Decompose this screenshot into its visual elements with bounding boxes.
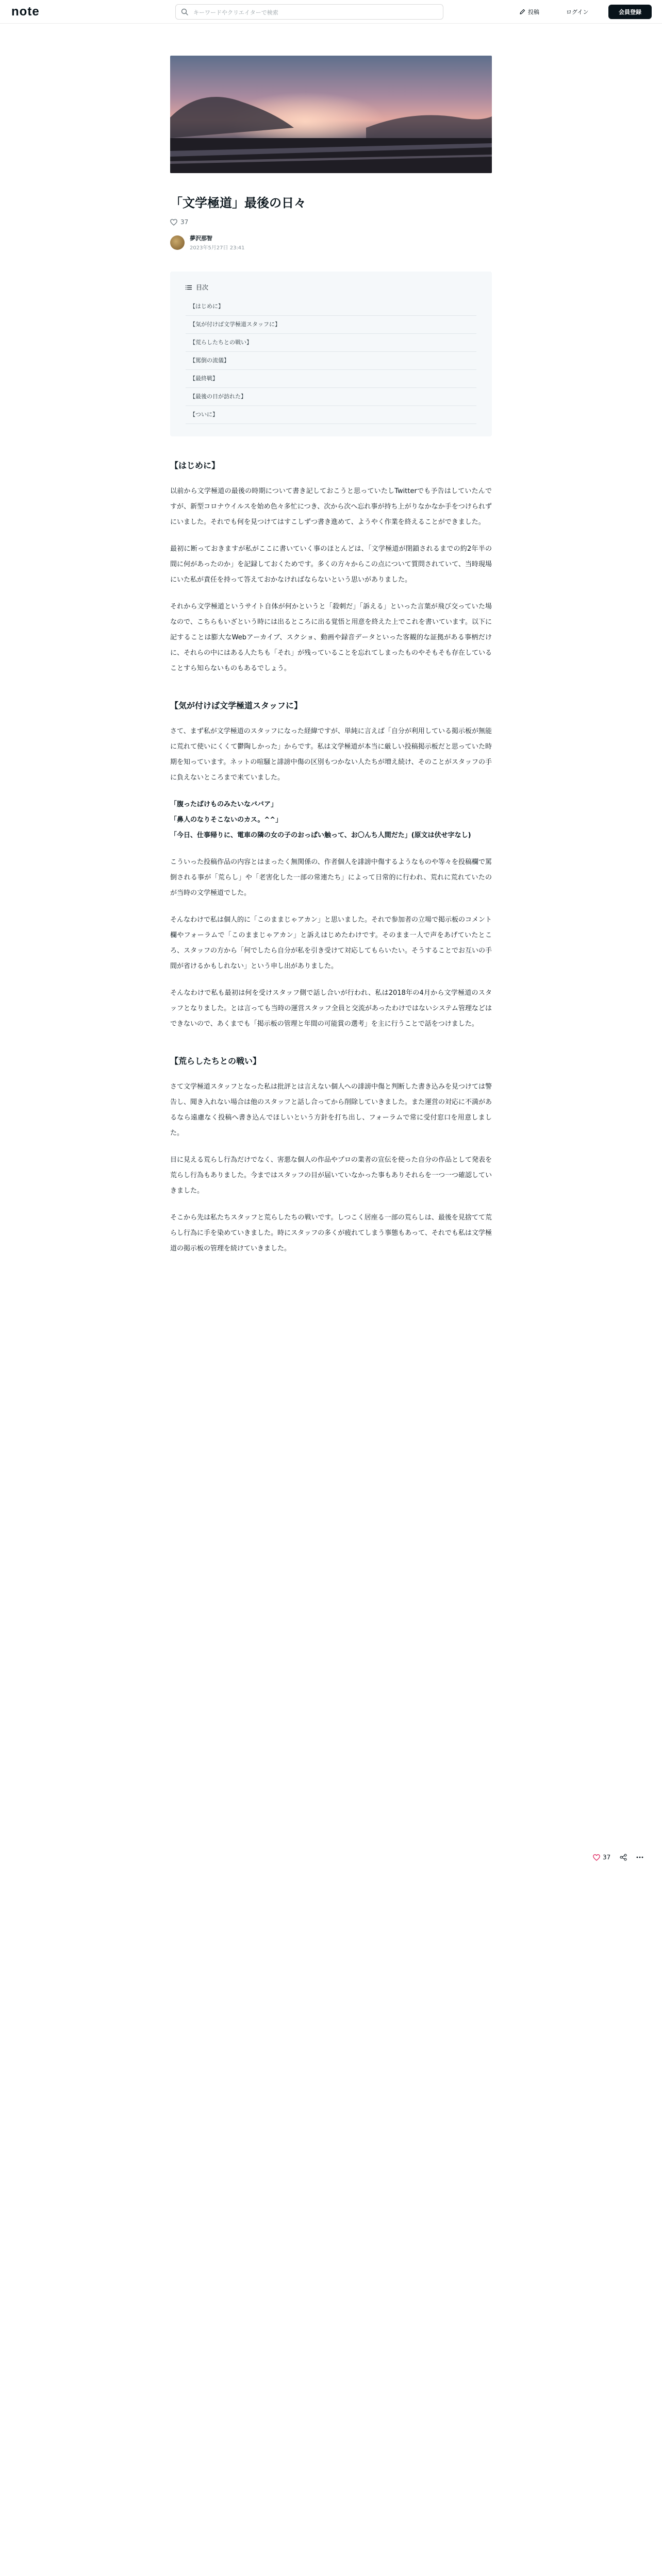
floating-like-count: 37 (603, 1854, 611, 1861)
paragraph: 以前から文学極道の最後の時期について書き記しておこうと思っていたしTwitterでも予告はしていたんですが、新型コロナウイルスを始め色々多忙につき、次から次へ忘れ事が持ち上がりなかなか手をつけられずにいました。それでも何を見つけてはすこしずつ書き進めて、ようやく作業を終えることができました。 (170, 487, 492, 526)
post-button[interactable] (513, 5, 545, 19)
paragraph: そんなわけで私は個人的に「このままじゃアカン」と思いました。それで参加者の立場で掲示板のコメント欄やフォーラムで「このままじゃアカン」と訴えはじめたわけです。そのまま一人で声をあげていたところ、スタッフの方から「何でしたら自分が私を引き受けて対応してもらいたい。そうすることでお互いの手間が省けるかもしれない」という申し出がありました。 (170, 916, 492, 970)
pen-icon (519, 9, 525, 15)
paragraph: さて文学極道スタッフとなった私は批評とは言えない個人への誹謗中傷と判断した書き込みを見つけては警告し、聞き入れない場合は他のスタッフと話し合ってから削除していきました。また運営の対応に不満があるなら遠慮なく投稿へ書き込んでほしいという方針を打ち出し、フォーラムで常に受付窓口を用意しました。 (170, 1083, 492, 1137)
search-box[interactable] (175, 4, 443, 20)
toc-list (186, 298, 476, 424)
signup-label: 会員登録 (619, 9, 641, 15)
author-info (170, 234, 492, 251)
quoted-comments (170, 797, 492, 843)
login-button[interactable] (561, 5, 593, 19)
logo-text[interactable]: note (11, 5, 40, 19)
paragraph: さて、まず私が文学極道のスタッフになった経緯ですが、単純に言えば「自分が利用している掲示板が無能に荒れて使いにくくて鬱陶しかった」からです。私は文学極道が本当に厳しい投稿掲示板だと思っていた時期を知っています。ネットの喧騒と誹謗中傷の区別もつかない人たちが増え続け、そのことがスタッフの手に負えないところまで来ていました。 (170, 727, 492, 782)
article-title: 「文学極道」最後の日々 (170, 196, 306, 210)
note-logo[interactable] (11, 5, 40, 19)
toc-item[interactable]: 【気が付けば文学極道スタッフに】 (186, 316, 476, 334)
sunset-photo (170, 56, 492, 173)
section-heading-staff: 【気が付けば文学極道スタッフに】 (170, 701, 303, 710)
more-icon (636, 1856, 643, 1858)
share-icon (620, 1854, 627, 1861)
quote-line: 「腹ったばけものみたいなババア」 (170, 801, 278, 808)
paragraph: それから文学極道というサイト自体が何かというと「殺刺だ」「訴える」といった言葉が飛び交っていた場なので、こちらもいざという時には出るところに出る覚悟と用意を終えた上でこれを書いています。以下に記することは膨大なWebアーカイブ、スクショ、動画や録音データといった客観的な証拠がある事柄だけに、それらの中にはある人たちも「それ」が残っていることを忘れてしまったものやそもそも存在していることすら知らないものもあるでしょう。 (170, 603, 492, 672)
paragraph: そんなわけで私も最初は何を受けスタッフ側で話し合いが行われ、私は2018年の4月から文学極道のスタッフとなりました。とは言っても当時の運営スタッフ全員と交流があったわけではないシステム管理などはできないので、あくまでも「掲示板の管理と年間の可能賞の選考」を主に行うことで話をつけました。 (170, 989, 492, 1028)
login-label: ログイン (566, 9, 589, 15)
publish-date: 2023年5月27日 23:41 (190, 245, 245, 251)
heart-icon[interactable] (170, 219, 177, 226)
paragraph: こういった投稿作品の内容とはまったく無関係の、作者個人を誹謗中傷するようなものや等々を投稿欄で罵倒される事が「荒らし」や「老害化した一部の常連たち」によって日常的に行われ、荒れに荒れていたのが当時の文学極道でした。 (170, 858, 492, 897)
post-label: 投稿 (528, 9, 539, 15)
article (170, 56, 492, 1257)
floating-actions (593, 1854, 643, 1861)
toc-item[interactable]: 【荒らしたちとの戦い】 (186, 334, 476, 352)
search-icon (181, 8, 188, 15)
toc-label: 目次 (196, 284, 209, 291)
author-name[interactable]: 夢沢那智 (190, 235, 212, 242)
paragraph: そこから先は私たちスタッフと荒らしたちの戦いです。しつこく居座る一部の荒らしは、最後を見捨てて荒らし行為に手を染めていきました。時にスタッフの多くが疲れてしまう事態もあって、それでも私は文学極道の掲示板の管理を続けていきました。 (170, 1214, 492, 1252)
table-of-contents (170, 272, 492, 436)
quote-line: 「鼻人のなりそこないのカス。^^」 (170, 816, 283, 824)
quote-line: 「今日、仕事帰りに、電車の隣の女の子のおっぱい触って、お〇んち人間だた」(原文は伏せ字なし) (170, 832, 471, 839)
section-heading-trolls: 【荒らしたちとの戦い】 (170, 1056, 261, 1066)
list-icon (186, 285, 192, 290)
section-heading-intro: 【はじめに】 (170, 461, 220, 470)
search-input[interactable] (193, 7, 436, 18)
avatar[interactable] (170, 235, 185, 250)
toc-header[interactable] (186, 283, 476, 292)
share-button[interactable] (620, 1854, 627, 1861)
top-navigation (0, 0, 662, 24)
hero-image (170, 56, 492, 173)
signup-button[interactable] (608, 5, 652, 19)
paragraph: 目に見える荒らし行為だけでなく、害悪な個人の作品やプロの業者の宣伝を使った自分の作品として発表を荒らし行為もありました。今まではスタッフの目が届いていなかった事もありそれらを一つ一つ確認していきました。 (170, 1156, 492, 1195)
paragraph: 最初に断っておきますが私がここに書いていく事のほとんどは、「文学極道が閉鎖されるまでの約2年半の間に何があったのか」を記録しておくためです。多くの方々からこの点について質問されていて、当時現場にいた私が責任を持って答えておかなければならないという思いがありました。 (170, 545, 492, 584)
toc-item[interactable]: 【罵倒の流儀】 (186, 352, 476, 370)
toc-item[interactable]: 【ついに】 (186, 406, 476, 424)
like-counter[interactable] (170, 218, 492, 226)
heart-icon (593, 1854, 600, 1861)
toc-item[interactable]: 【最終戦】 (186, 370, 476, 388)
floating-like-button[interactable] (593, 1854, 610, 1861)
toc-item[interactable]: 【はじめに】 (186, 298, 476, 316)
more-button[interactable] (636, 1856, 643, 1858)
toc-item[interactable]: 【最後の日が訪れた】 (186, 388, 476, 406)
like-count: 37 (180, 218, 189, 226)
